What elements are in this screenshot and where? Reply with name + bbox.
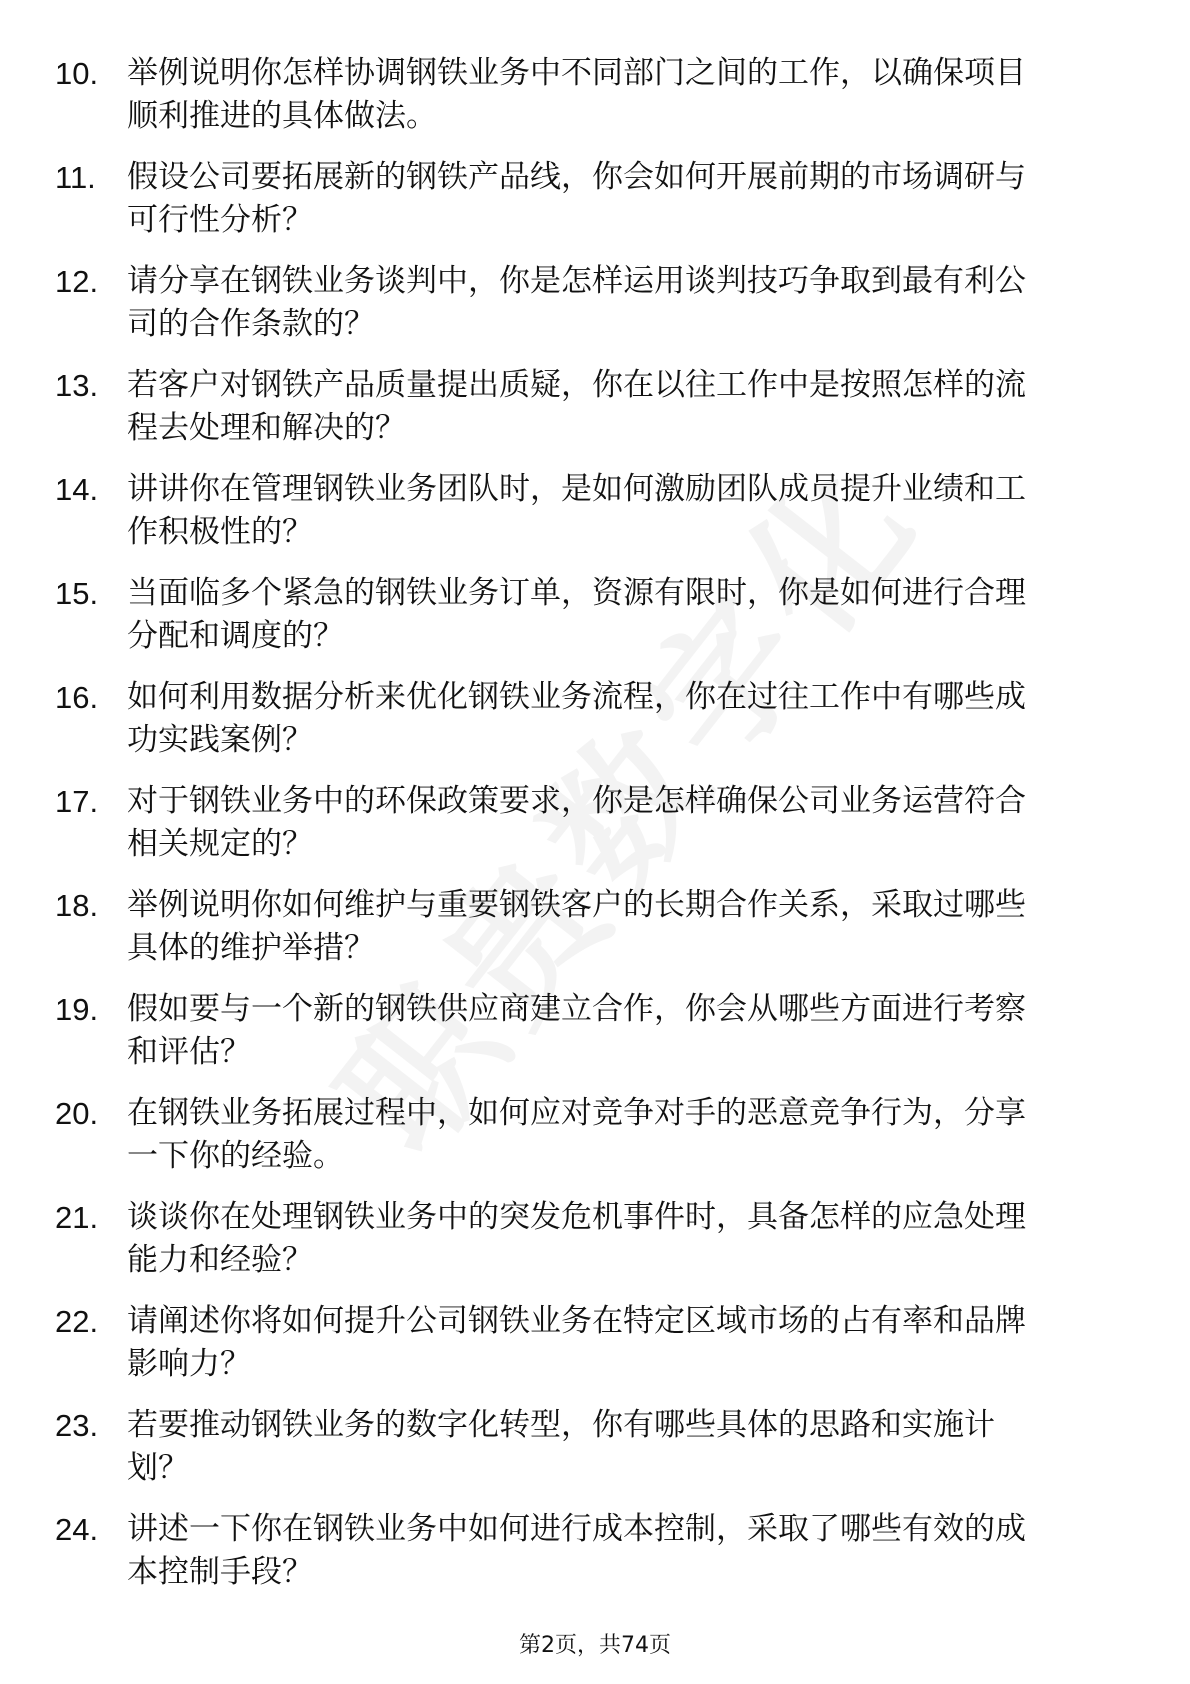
- question-number: 22.: [55, 1304, 99, 1339]
- question-text: 讲述一下你在钢铁业务中如何进行成本控制，采取了哪些有效的成本控制手段？: [127, 1511, 1026, 1590]
- question-text: 对于钢铁业务中的环保政策要求，你是怎样确保公司业务运营符合相关规定的？: [127, 783, 1026, 862]
- question-number: 10.: [55, 56, 99, 91]
- question-number: 18.: [55, 888, 99, 923]
- list-item: [55, 1508, 1115, 1612]
- question-number: 13.: [55, 368, 99, 403]
- question-text: 请阐述你将如何提升公司钢铁业务在特定区域市场的占有率和品牌影响力？: [127, 1303, 1026, 1382]
- question-text: 举例说明你如何维护与重要钢铁客户的长期合作关系，采取过哪些具体的维护举措？: [127, 887, 1026, 966]
- question-number: 12.: [55, 264, 99, 299]
- question-text: 讲讲你在管理钢铁业务团队时，是如何激励团队成员提升业绩和工作积极性的？: [127, 471, 1026, 550]
- question-text: 假如要与一个新的钢铁供应商建立合作，你会从哪些方面进行考察和评估？: [127, 991, 1026, 1070]
- question-text: 当面临多个紧急的钢铁业务订单，资源有限时，你是如何进行合理分配和调度的？: [127, 575, 1026, 654]
- question-text: 若客户对钢铁产品质量提出质疑，你在以往工作中是按照怎样的流程去处理和解决的？: [127, 367, 1026, 446]
- list-item: [55, 572, 1115, 676]
- page-footer: 第2页，共74页: [519, 1633, 671, 1658]
- question-list: [55, 52, 1115, 1612]
- list-item: [55, 676, 1115, 780]
- question-number: 14.: [55, 472, 99, 507]
- list-item: [55, 1196, 1115, 1300]
- question-number: 24.: [55, 1512, 99, 1547]
- list-item: [55, 468, 1115, 572]
- question-text: 在钢铁业务拓展过程中，如何应对竞争对手的恶意竞争行为，分享一下你的经验。: [127, 1095, 1026, 1174]
- list-item: [55, 1404, 1115, 1508]
- question-text: 若要推动钢铁业务的数字化转型，你有哪些具体的思路和实施计划？: [127, 1407, 995, 1486]
- question-text: 假设公司要拓展新的钢铁产品线，你会如何开展前期的市场调研与可行性分析？: [127, 159, 1026, 238]
- list-item: [55, 364, 1115, 468]
- question-text: 举例说明你怎样协调钢铁业务中不同部门之间的工作，以确保项目顺利推进的具体做法。: [127, 55, 1026, 134]
- question-number: 15.: [55, 576, 99, 611]
- list-item: [55, 780, 1115, 884]
- list-item: [55, 1300, 1115, 1404]
- question-number: 11.: [55, 160, 96, 195]
- question-text: 请分享在钢铁业务谈判中，你是怎样运用谈判技巧争取到最有利公司的合作条款的？: [127, 263, 1026, 342]
- question-number: 21.: [55, 1200, 99, 1235]
- question-number: 20.: [55, 1096, 99, 1131]
- question-number: 19.: [55, 992, 99, 1027]
- list-item: [55, 988, 1115, 1092]
- list-item: [55, 884, 1115, 988]
- question-number: 17.: [55, 784, 99, 819]
- list-item: [55, 156, 1115, 260]
- question-number: 23.: [55, 1408, 99, 1443]
- list-item: [55, 52, 1115, 156]
- list-item: [55, 1092, 1115, 1196]
- question-number: 16.: [55, 680, 99, 715]
- question-text: 如何利用数据分析来优化钢铁业务流程，你在过往工作中有哪些成功实践案例？: [127, 679, 1026, 758]
- list-item: [55, 260, 1115, 364]
- question-text: 谈谈你在处理钢铁业务中的突发危机事件时，具备怎样的应急处理能力和经验？: [127, 1199, 1026, 1278]
